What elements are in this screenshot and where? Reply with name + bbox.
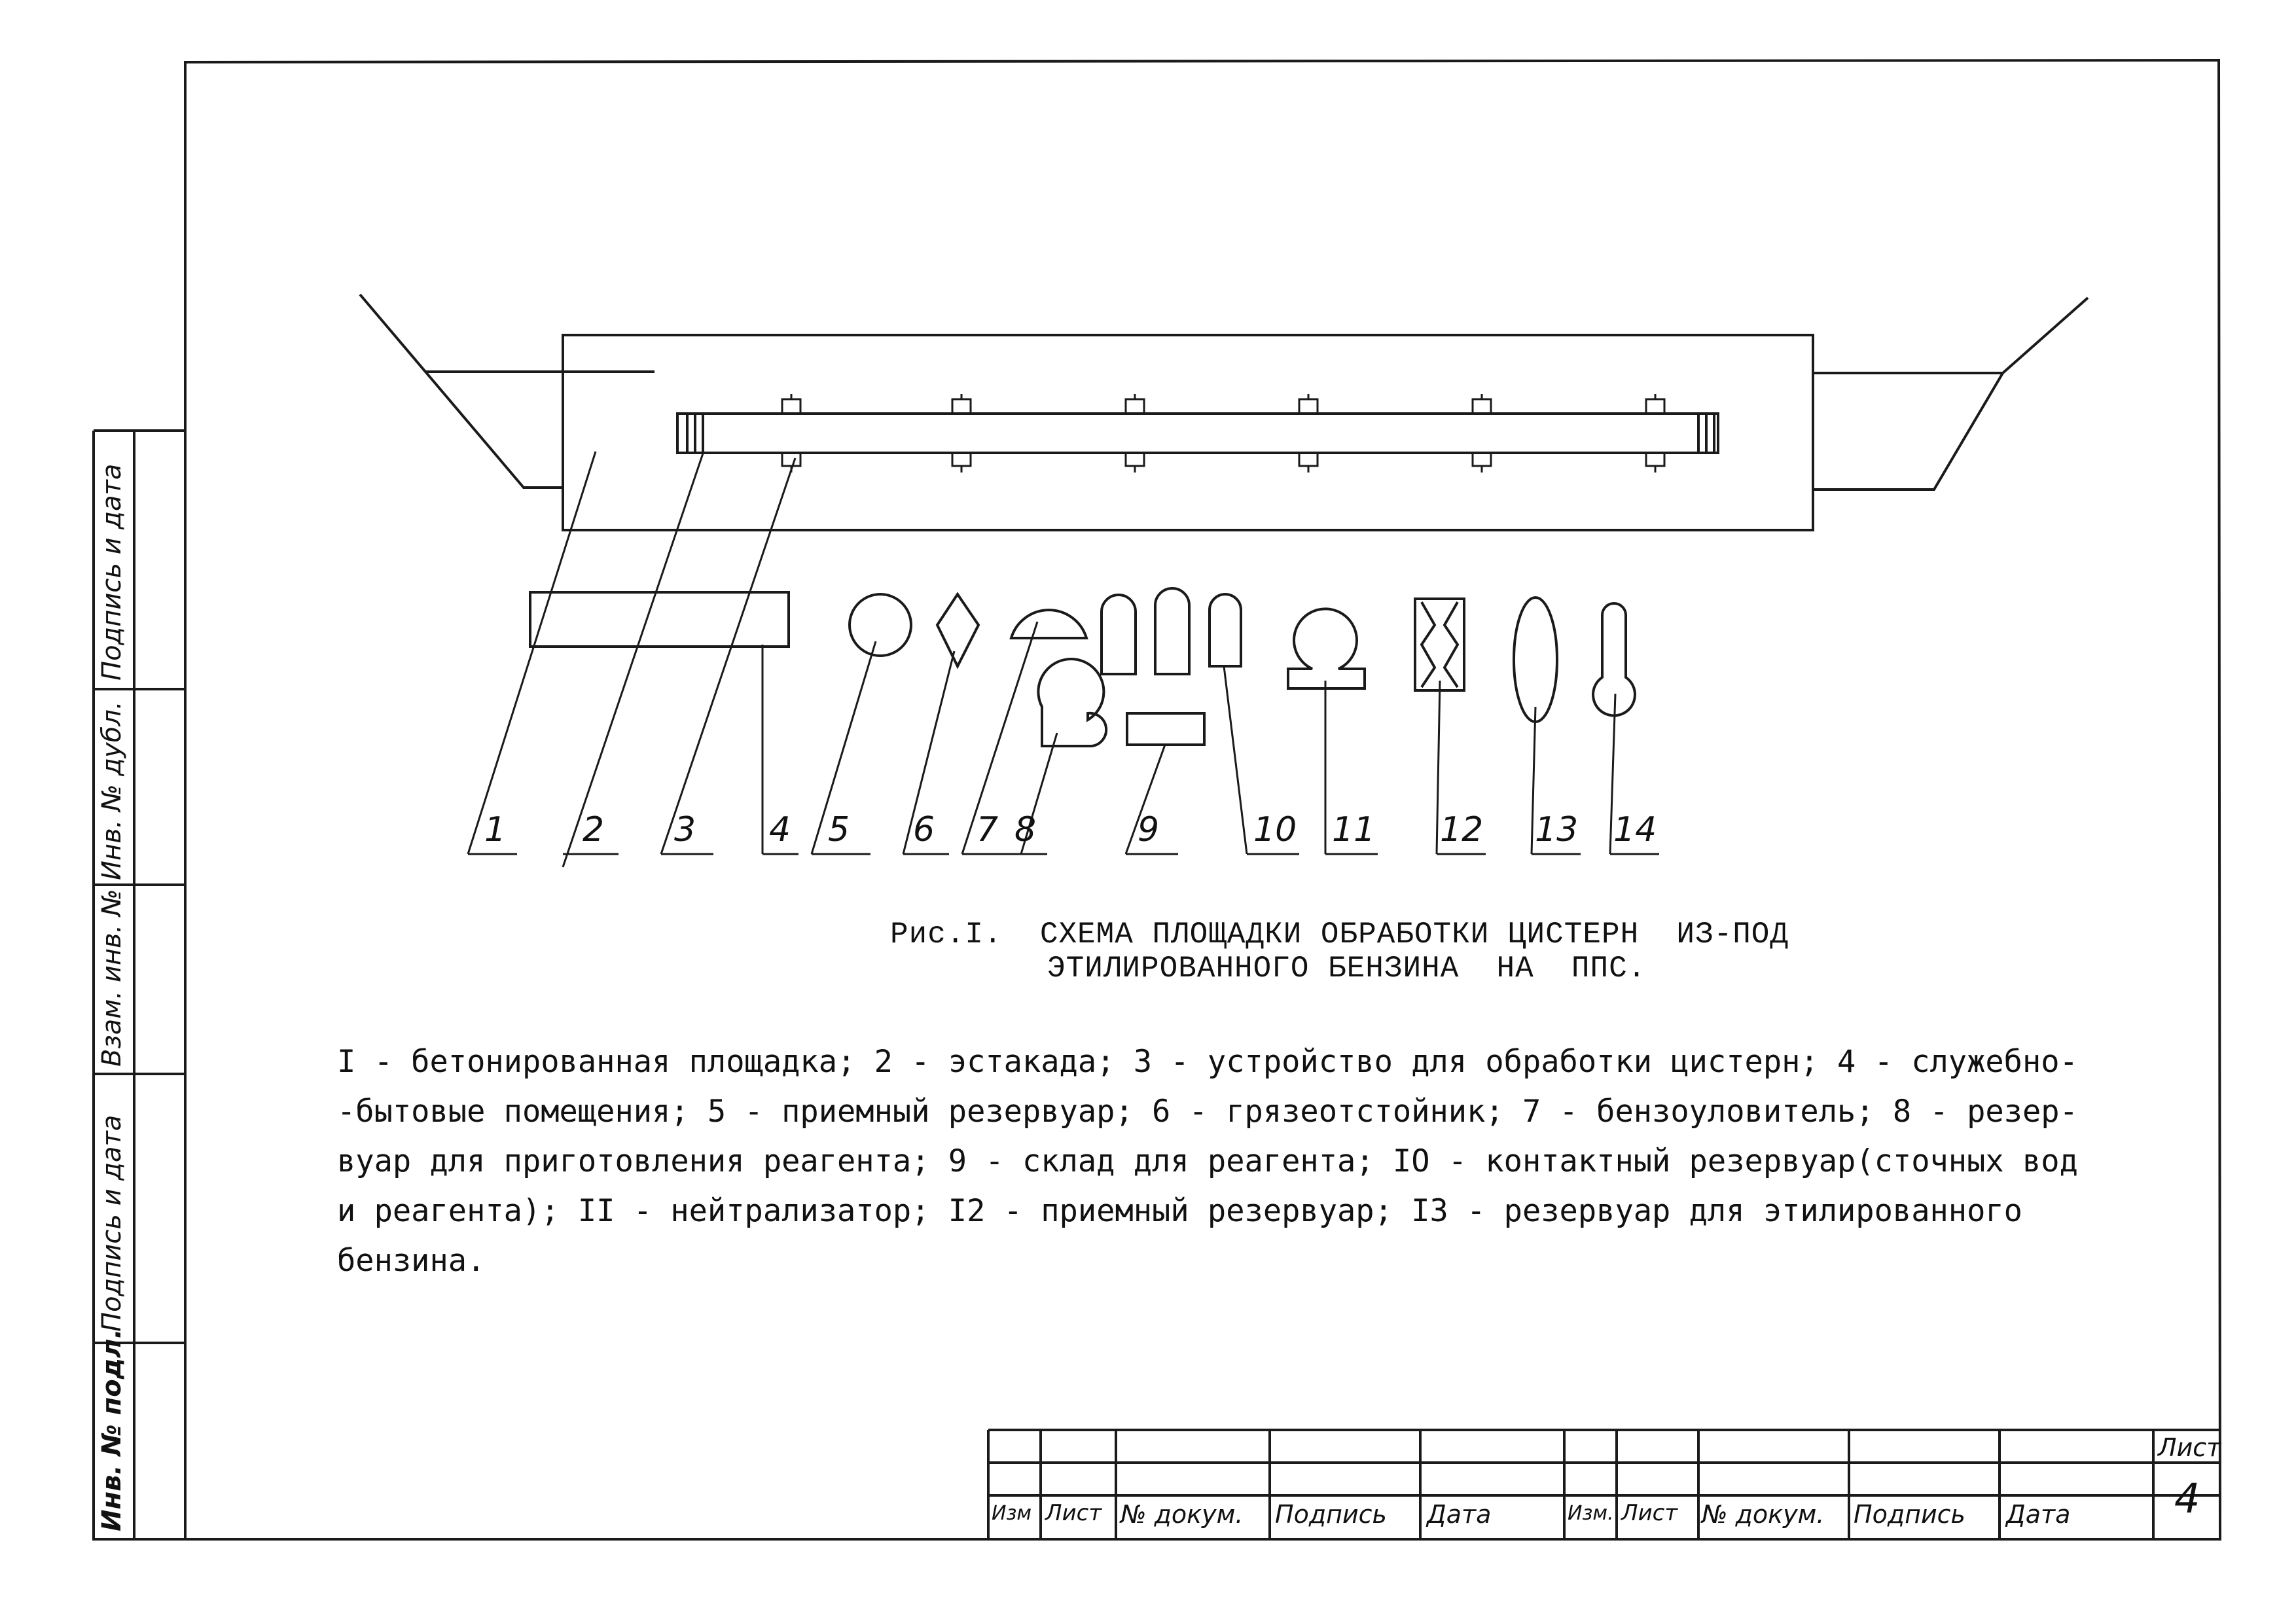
leader-lines [468, 452, 1615, 867]
figure-caption-line-2: ЭТИЛИРОВАННОГО БЕНЗИНА НА ППС. [1047, 952, 1647, 986]
facility-9-reagent-store [1127, 713, 1204, 745]
side-stamp-label-inv-dubl: Инв. № дубл. [97, 701, 127, 880]
concrete-platform [563, 335, 1813, 530]
side-stamp-label-signature-date-2: Подпись и дата [97, 463, 127, 681]
tb-header-date: Дата [1427, 1500, 1492, 1529]
facility-7-oil-trap [1011, 610, 1086, 638]
callout-8: 8 [1014, 810, 1037, 849]
tb-header-list: Лист [1045, 1500, 1102, 1526]
facility-5-receiving-tank [850, 594, 911, 656]
facility-10-contact-tank-c [1210, 594, 1241, 666]
legend-line: -бытовые помещения; 5 - приемный резервуар; 6 - грязеотстойник; 7 - бензоуловитель; 8 - резер- [337, 1094, 2078, 1130]
tb-header-doc-no: № докум. [1121, 1500, 1244, 1529]
facility-10-contact-tank-a [1102, 595, 1136, 674]
legend-line: бензина. [337, 1243, 486, 1279]
facility-10-contact-tank-b [1155, 588, 1189, 674]
site-plan [360, 294, 2088, 867]
tb-header-izm: Изм [992, 1502, 1032, 1525]
callout-1: 1 [484, 810, 507, 849]
callout-11: 11 [1332, 810, 1376, 849]
frame-border [185, 60, 2220, 1539]
callout-6: 6 [913, 810, 935, 849]
legend-line: I - бетонированная площадка; 2 - эстакада; 3 - устройство для обработки цистерн; 4 - служебно- [337, 1044, 2078, 1080]
embankment-right [1813, 298, 2088, 490]
callout-12: 12 [1440, 810, 1484, 849]
side-stamp-label-inv-podl: Инв. № подл. [97, 1329, 127, 1531]
tb-header-doc-no-2: № докум. [1702, 1500, 1825, 1529]
facility-14-tank [1593, 603, 1635, 715]
callout-5: 5 [828, 810, 850, 849]
tb-sheet-label: Лист [2158, 1433, 2221, 1462]
facility-6-sump [937, 594, 978, 666]
trestle [677, 414, 1718, 453]
facility-13-leaded-fuel-tank [1514, 597, 1557, 722]
facility-4-service-building [530, 592, 789, 647]
callout-4: 4 [769, 810, 791, 849]
callout-7: 7 [977, 810, 999, 849]
tb-header-signature-2: Подпись [1854, 1500, 1965, 1529]
callout-9: 9 [1138, 810, 1160, 849]
tb-header-date-2: Дата [2006, 1500, 2071, 1529]
callout-10: 10 [1253, 810, 1297, 849]
tb-header-signature: Подпись [1275, 1500, 1387, 1529]
callout-3: 3 [674, 810, 696, 849]
tb-header-list-2: Лист [1621, 1500, 1678, 1526]
callout-14: 14 [1613, 810, 1657, 849]
facility-12-hatch [1422, 602, 1458, 687]
legend [337, 1037, 2229, 1286]
tb-header-izm-2: Изм. [1568, 1502, 1614, 1525]
embankment-left [360, 294, 655, 488]
facility-8-reagent-tank [1038, 659, 1106, 746]
trestle-hatch [687, 415, 1714, 452]
figure-caption-line-1: Рис.I. СХЕМА ПЛОЩАДКИ ОБРАБОТКИ ЦИСТЕРН ИЗ-ПОД [890, 918, 1789, 952]
tb-sheet-number: 4 [2174, 1474, 2200, 1522]
legend-line: вуар для приготовления реагента; 9 - склад для реагента; IO - контактный резервуар(сточных вод [337, 1143, 2078, 1179]
processing-devices [782, 394, 1664, 473]
legend-line: и реагента); II - нейтрализатор; I2 - приемный резервуар; I3 - резервуар для этилированного [337, 1193, 2022, 1229]
callout-2: 2 [583, 810, 605, 849]
callout-13: 13 [1535, 810, 1579, 849]
side-stamp-label-vzam-inv: Взам. инв. № [97, 889, 127, 1067]
facility-11-neutralizer [1288, 609, 1365, 688]
side-stamp-label-signature-date-1: Подпись и дата [97, 1115, 127, 1332]
